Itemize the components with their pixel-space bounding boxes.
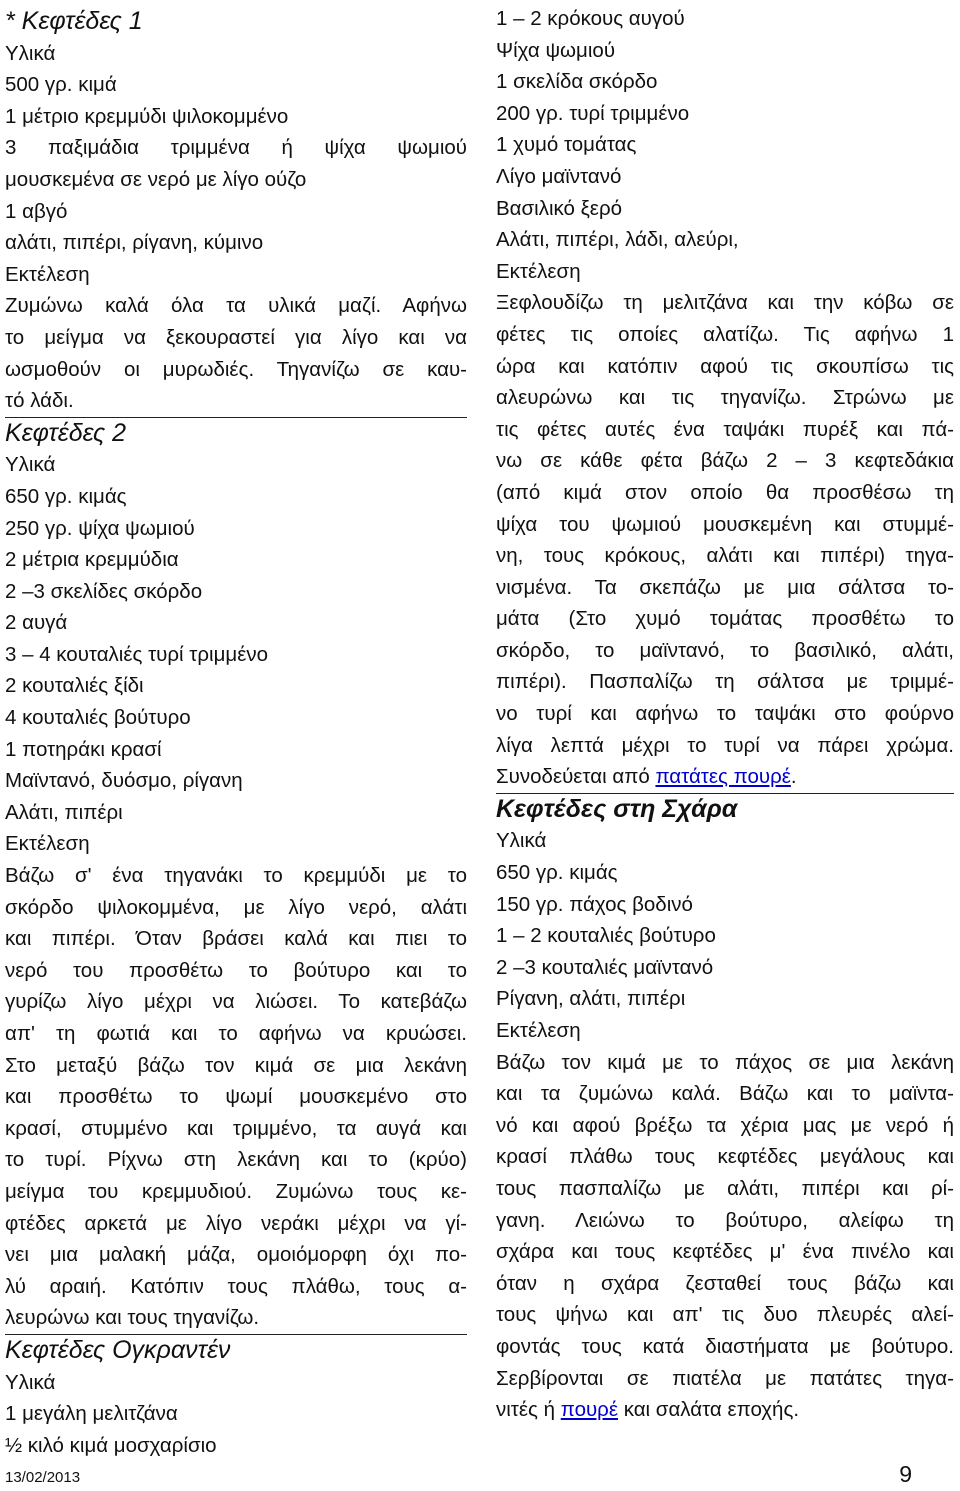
served-with-line xyxy=(496,1394,954,1426)
method-line: Στο μεταξύ βάζω τον κιμά σε μια λεκάνη xyxy=(5,1053,467,1077)
method-line: λευρώνω και τους τηγανίζω. xyxy=(5,1306,260,1330)
method-line: τους πασπαλίζω με αλάτι, πιπέρι και ρί- xyxy=(496,1176,954,1200)
ingredient-line: 1 ποτηράκι κρασί xyxy=(5,737,162,761)
method-line: και τα ζυμώνω καλά. Βάζω και το μαϊντα- xyxy=(496,1082,954,1106)
puree-link[interactable]: πουρέ xyxy=(560,1398,618,1422)
ingredient-line: 1 – 2 κουταλιές βούτυρο xyxy=(496,924,716,948)
ingredient-line: 250 γρ. ψίχα ψωμιού xyxy=(5,516,195,540)
method-line: Σερβίρονται σε πιατέλα με πατάτες τηγα- xyxy=(496,1366,954,1390)
method-line: και προσθέτω το ψωμί μουσκεμένο στο xyxy=(5,1085,467,1109)
method-label: Εκτέλεση xyxy=(5,262,90,286)
method-line: λύ αραιή. Κατόπιν τους πλάθω, τους α- xyxy=(5,1274,467,1298)
method-line: απ' τη φωτιά και το αφήνω να κρυώσει. xyxy=(5,1022,467,1045)
ingredient-line: 2 μέτρια κρεμμύδια xyxy=(5,548,179,572)
ingredient-line: 1 αβγό xyxy=(5,199,68,223)
method-line: νό και αφού βρέξω τα χέρια μας με νερό ή xyxy=(496,1113,954,1137)
method-line: το τυρί. Ρίχνω στη λεκάνη και το (κρύο) xyxy=(5,1148,467,1172)
method-line: αλευρώνω και τις τηγανίζω. Στρώνω με xyxy=(496,386,954,410)
method-line: φτέδες αρκετά με λίγο νεράκι μέχρι να γί- xyxy=(5,1211,467,1235)
method-line: Ξεφλουδίζω τη μελιτζάνα και την κόβω σε xyxy=(496,291,954,315)
ingredient-line: 3 παξιμάδια τριμμένα ή ψίχα ψωμιού xyxy=(5,136,467,160)
ingredient-line: Ρίγανη, αλάτι, πιπέρι xyxy=(496,987,686,1011)
mashed-potatoes-link[interactable]: πατάτες πουρέ xyxy=(655,765,791,789)
method-line: ψίχα του ψωμιού μουσκεμένη και στυμμέ- xyxy=(496,512,954,536)
method-line: γανη. Λειώνω το βούτυρο, αλείφω τη xyxy=(496,1208,954,1232)
ingredient-line: 650 γρ. κιμάς xyxy=(5,484,127,508)
ingredient-line: 4 κουταλιές βούτυρο xyxy=(5,706,191,730)
ingredients-label: Υλικά xyxy=(496,829,547,853)
method-line: όταν η σχάρα ζεσταθεί τους βάζω και xyxy=(496,1271,954,1295)
ingredient-line: 2 –3 κουταλιές μαϊντανό xyxy=(496,955,714,979)
method-line: νη, τους κρόκους, αλάτι και πιπέρι) τηγα- xyxy=(496,544,954,568)
method-line: ωσμοθούν οι μυρωδιές. Τηγανίζω σε καυ- xyxy=(5,357,467,381)
method-label: Εκτέλεση xyxy=(5,832,90,856)
method-line: νει μια μαλακή μάζα, ομοιόμορφη όχι πο- xyxy=(5,1243,467,1267)
ingredient-line: 1 χυμό τομάτας xyxy=(496,133,637,157)
ingredient-line: 2 κουταλιές ξίδι xyxy=(5,674,144,698)
right-column xyxy=(496,0,954,1426)
method-line: νο τυρί και αφήνω το ταψάκι στο φούρνο xyxy=(496,702,954,726)
method-line: ώρα και κατόπιν αφού τις σκουπίσω τις xyxy=(496,354,954,378)
ingredient-line: 1 μέτριο κρεμμύδι ψιλοκομμένο xyxy=(5,104,289,128)
ingredients-label: Υλικά xyxy=(5,453,56,477)
ingredient-line: μουσκεμένα σε νερό με λίγο ούζο xyxy=(5,167,307,191)
recipe-title: Κεφτέδες 2 xyxy=(5,418,126,447)
method-line: τους ψήνω και απ' τις δυο πλευρές αλεί- xyxy=(496,1303,954,1327)
ingredient-line: αλάτι, πιπέρι, ρίγανη, κύμινο xyxy=(5,231,264,255)
method-line: Βάζω σ' ένα τηγανάκι το κρεμμύδι με το xyxy=(5,864,467,888)
ingredient-line: ½ κιλό κιμά μοσχαρίσιο xyxy=(5,1433,217,1457)
ingredient-line: Ψίχα ψωμιού xyxy=(496,38,616,62)
method-line: (από κιμά στον οποίο θα προσθέσω τη xyxy=(496,480,954,504)
ingredient-line: Μαϊντανό, δυόσμο, ρίγανη xyxy=(5,769,243,793)
ingredient-line: 200 γρ. τυρί τριμμένο xyxy=(496,101,690,125)
recipe-title: Κεφτέδες Ογκραντέν xyxy=(5,1335,231,1364)
method-line: φοντάς τους κατά διαστήματα με βούτυρο. xyxy=(496,1334,954,1358)
served-with-text: νιτές ή xyxy=(496,1398,561,1422)
method-line: κρασί πλάθω τους κεφτέδες μεγάλους και xyxy=(496,1145,954,1169)
method-line: το μείγμα να ξεκουραστεί για λίγο και να xyxy=(5,325,467,349)
ingredient-line: Βασιλικό ξερό xyxy=(496,196,623,220)
ingredient-line: 500 γρ. κιμά xyxy=(5,73,117,97)
method-label: Εκτέλεση xyxy=(496,1019,581,1042)
method-line: γυρίζω λίγο μέχρι να λιώσει. Το κατεβάζω xyxy=(5,990,467,1014)
method-line: νω σε κάθε φέτα βάζω 2 – 3 κεφτεδάκια xyxy=(496,449,954,473)
method-line: νισμένα. Τα σκεπάζω με μια σάλτσα το- xyxy=(496,575,954,599)
ingredients-label: Υλικά xyxy=(5,41,56,65)
method-line: σχάρα και τους κεφτέδες μ' ένα πινέλο και xyxy=(496,1240,954,1264)
ingredient-line: 650 γρ. κιμάς xyxy=(496,861,618,885)
method-line: μείγμα του κρεμμυδιού. Ζυμώνω τους κε- xyxy=(5,1179,467,1203)
ingredient-line: 2 αυγά xyxy=(5,611,68,635)
method-label: Εκτέλεση xyxy=(496,259,581,283)
page-number: 9 xyxy=(899,1461,912,1487)
ingredient-line: 1 μεγάλη μελιτζάνα xyxy=(5,1402,178,1426)
ingredients-label: Υλικά xyxy=(5,1370,56,1394)
method-line: σκόρδο, το μαϊντανό, το βασιλικό, αλάτι, xyxy=(496,638,954,662)
method-line: σκόρδο ψιλοκομμένα, με λίγο νερό, αλάτι xyxy=(5,895,467,919)
ingredient-line: 150 γρ. πάχος βοδινό xyxy=(496,892,693,916)
served-with-end: και σαλάτα εποχής. xyxy=(618,1398,800,1422)
recipe-title: Κεφτέδες στη Σχάρα xyxy=(496,794,738,823)
method-line: τό λάδι. xyxy=(5,389,74,413)
ingredient-line: 1 σκελίδα σκόρδο xyxy=(496,70,658,94)
left-column xyxy=(5,0,467,1461)
ingredient-line: 3 – 4 κουταλιές τυρί τριμμένο xyxy=(5,642,269,666)
method-line: τις φέτες αυτές ένα ταψάκι πυρέξ και πά- xyxy=(496,417,954,441)
footer-date: 13/02/2013 xyxy=(5,1469,81,1486)
method-line: φέτες τις οποίες αλατίζω. Τις αφήνω 1 xyxy=(496,322,954,346)
method-line: λίγα λεπτά μέχρι το τυρί να πάρει χρώμα. xyxy=(496,733,954,757)
method-line: Ζυμώνω καλά όλα τα υλικά μαζί. Αφήνω xyxy=(5,294,467,318)
ingredient-line: Αλάτι, πιπέρι xyxy=(5,800,123,824)
method-line: και πιπέρι. Όταν βράσει καλά και πιει το xyxy=(5,927,467,951)
ingredient-line: Λίγο μαϊντανό xyxy=(496,164,622,188)
ingredient-line: 2 –3 σκελίδες σκόρδο xyxy=(5,579,203,603)
ingredient-line: 1 – 2 κρόκους αυγού xyxy=(496,7,685,30)
method-line: κρασί, στυμμένο και τριμμένο, τα αυγά και xyxy=(5,1116,467,1140)
recipe-title: * Κεφτέδες 1 xyxy=(5,7,143,35)
method-line: Βάζω τον κιμά με το πάχος σε μια λεκάνη xyxy=(496,1050,954,1074)
method-line: νερό του προσθέτω το βούτυρο και το xyxy=(5,958,467,982)
ingredient-line: Αλάτι, πιπέρι, λάδι, αλεύρι, xyxy=(496,228,739,252)
method-line: πιπέρι). Πασπαλίζω τη σάλτσα με τριμμέ- xyxy=(496,670,954,694)
served-with-text: Συνοδεύεται από xyxy=(496,765,656,789)
method-line: μάτα (Στο χυμό τομάτας προσθέτω το xyxy=(496,607,954,631)
served-with-line xyxy=(496,761,954,793)
served-with-end: . xyxy=(790,765,797,789)
